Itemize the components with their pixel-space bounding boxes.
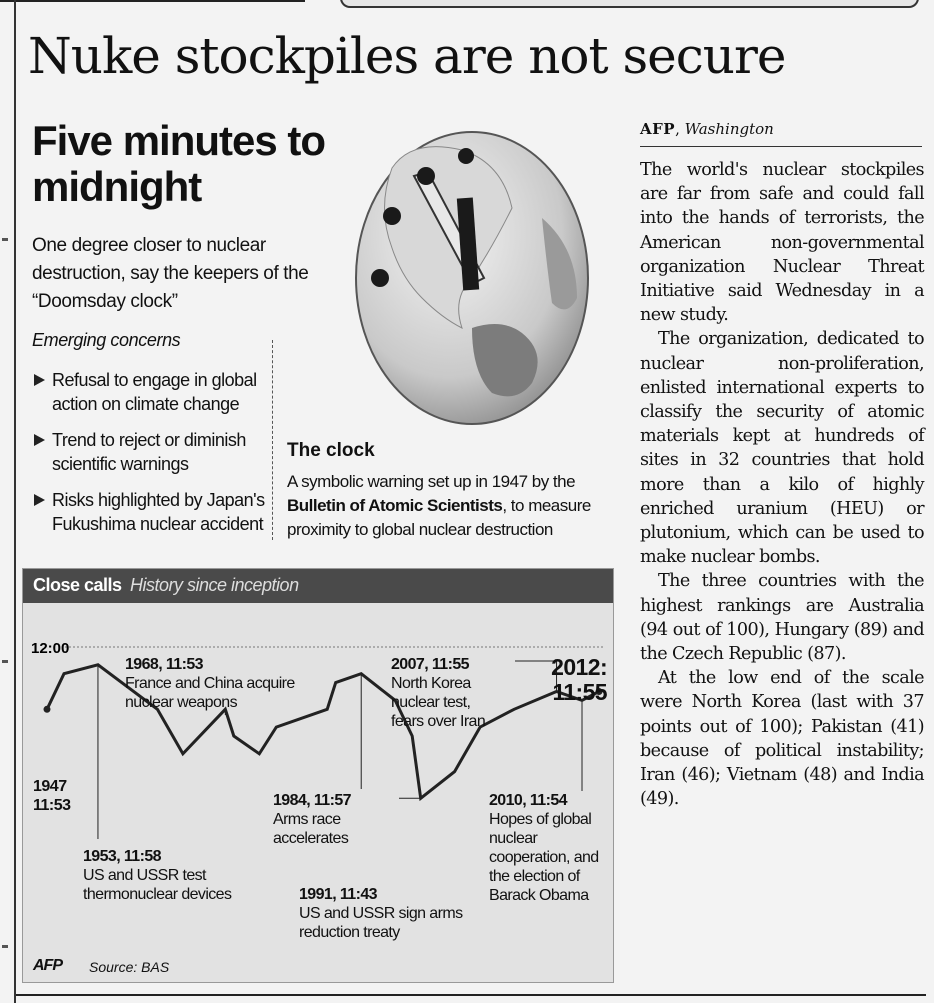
chart-source: Source: BAS <box>89 959 170 975</box>
infographic-subtitle: One degree closer to nuclear destruction, say the keepers of the “Doomsday clock” <box>32 235 309 312</box>
annotation-1947: 1947 11:53 <box>33 778 71 814</box>
clock-title: The clock <box>287 440 375 461</box>
top-rule <box>0 0 305 2</box>
paragraph: The organization, dedicated to nuclear non-proliferation, enlisted international experts to classify the security of atomic materials kept at hundreds of sites in 32 countries that hold more than a kilo of highly enriched uranium (HEU) or plutonium, which can be used to make nuclear bombs. <box>640 329 924 568</box>
triangle-bullet-icon <box>34 434 45 446</box>
data-point <box>44 706 51 713</box>
annotation-1953: 1953, 11:58 US and USSR test thermonuclear devices <box>83 848 232 903</box>
headline: Nuke stockpiles are not secure <box>28 27 786 85</box>
afp-logo: AFP <box>33 957 62 974</box>
chart-title: Close calls <box>33 575 122 595</box>
top-bar <box>340 0 919 8</box>
annotation-1984: 1984, 11:57 Arms race accelerates <box>273 792 351 847</box>
annotation-1991: 1991, 11:43 US and USSR sign arms reduction treaty <box>299 886 463 941</box>
infographic-title: Five minutes to midnight <box>32 117 326 210</box>
byline: AFP, Washington <box>640 120 774 138</box>
article-body <box>640 158 924 811</box>
list-item: Trend to reject or diminish scientific warnings <box>32 428 272 476</box>
close-calls-chart <box>22 568 614 983</box>
dashed-divider <box>272 340 273 540</box>
concern-list <box>32 368 272 548</box>
list-item: Refusal to engage in global action on climate change <box>32 368 272 416</box>
annotation-2010: 2010, 11:54 Hopes of global nuclear cooperation, and the election of Barack Obama <box>489 792 599 904</box>
triangle-bullet-icon <box>34 494 45 506</box>
y-top-label: 12:00 <box>31 640 70 657</box>
clock-description: A symbolic warning set up in 1947 by the Bulletin of Atomic Scientists, to measure proximity to global nuclear destruction <box>287 472 591 539</box>
paragraph: The world's nuclear stockpiles are far from safe and could fall into the hands of terrorists, the American non-governmental organization Nuclear Threat Initiative said Wednesday in a new study. <box>640 160 924 326</box>
doomsday-clock-globe-illustration <box>352 128 592 428</box>
chart-subtitle: History since inception <box>130 575 299 595</box>
left-column-edge <box>0 0 16 1003</box>
paragraph: The three countries with the highest rankings are Australia (94 out of 100), Hungary (89) and the Czech Republic (87). <box>640 571 924 665</box>
byline-rule <box>640 146 922 147</box>
paragraph: At the low end of the scale were North Korea (last with 37 points out of 100); Pakistan (41) because of political instability; Iran (46); Vietnam (48) and India (49). <box>640 668 924 810</box>
bottom-rule <box>16 994 926 996</box>
chart-header <box>23 569 613 603</box>
list-item: Risks highlighted by Japan's Fukushima nuclear accident <box>32 488 272 536</box>
annotation-2007: 2007, 11:55 North Korea nuclear test, fears over Iran <box>391 656 486 730</box>
triangle-bullet-icon <box>34 374 45 386</box>
annotation-2012: 2012: 11:55 <box>551 654 607 705</box>
annotation-1968: 1968, 11:53 France and China acquire nuclear weapons <box>125 656 295 711</box>
emerging-concerns-label: Emerging concerns <box>32 330 181 350</box>
